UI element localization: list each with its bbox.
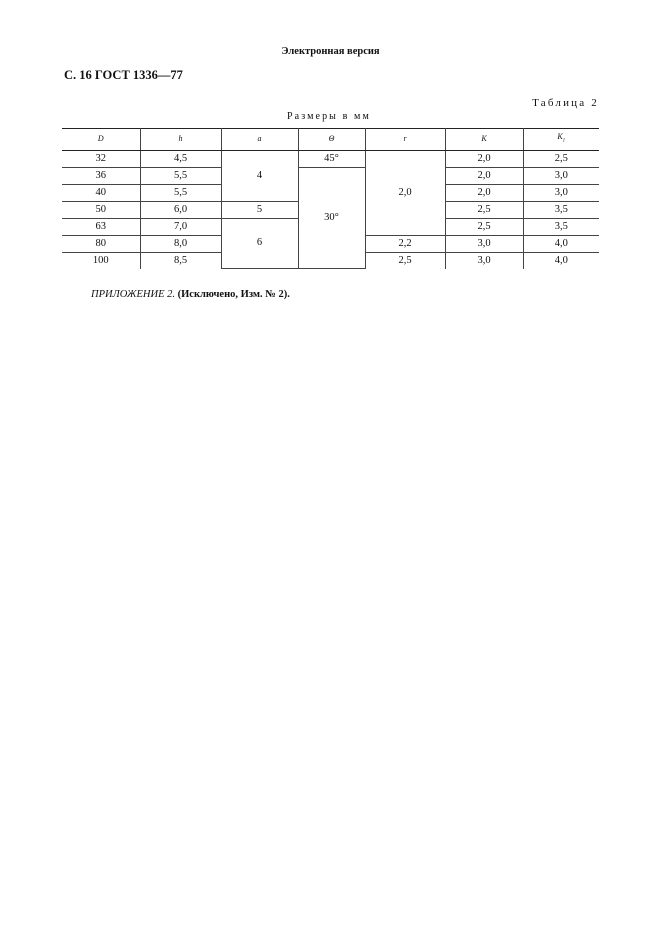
- cell-r: 2,5: [365, 252, 445, 269]
- header-K1: $K_1$: [523, 129, 599, 151]
- cell-K1: 3,0: [523, 184, 599, 201]
- cell-r: 2,2: [365, 235, 445, 252]
- cell-h: 5,5: [140, 167, 221, 184]
- table-number: Таблица 2: [532, 97, 599, 109]
- header-h: h: [140, 129, 221, 151]
- cell-D: 40: [62, 184, 140, 201]
- cell-D: 63: [62, 218, 140, 235]
- header-a: a: [221, 129, 298, 151]
- cell-K1: 3,5: [523, 218, 599, 235]
- table-header-row: [62, 129, 599, 151]
- units-note: Размеры в мм: [287, 111, 371, 122]
- cell-h: 8,5: [140, 252, 221, 269]
- cell-D: 32: [62, 150, 140, 167]
- appendix-note: [91, 289, 290, 300]
- page-header: С. 16 ГОСТ 1336—77: [64, 68, 183, 82]
- cell-K: 3,0: [445, 235, 523, 252]
- cell-r: 2,0: [365, 150, 445, 235]
- header-theta: Θ: [298, 129, 365, 151]
- cell-h: 8,0: [140, 235, 221, 252]
- cell-D: 80: [62, 235, 140, 252]
- cell-K1: 4,0: [523, 235, 599, 252]
- cell-a: 5: [221, 201, 298, 218]
- appendix-status: (Исключено, Изм. № 2).: [177, 289, 290, 300]
- cell-h: 4,5: [140, 150, 221, 167]
- appendix-title: ПРИЛОЖЕНИЕ 2.: [91, 289, 175, 300]
- table-row: [62, 167, 599, 184]
- cell-h: 5,5: [140, 184, 221, 201]
- cell-K1: 3,5: [523, 201, 599, 218]
- cell-a: 6: [221, 218, 298, 269]
- cell-K: 2,5: [445, 201, 523, 218]
- cell-theta: 45°: [298, 150, 365, 167]
- cell-K: 2,0: [445, 150, 523, 167]
- watermark-heading: Электронная версия: [281, 46, 380, 57]
- cell-h: 6,0: [140, 201, 221, 218]
- cell-a: 4: [221, 150, 298, 201]
- cell-h: 7,0: [140, 218, 221, 235]
- cell-K: 3,0: [445, 252, 523, 269]
- dimensions-table: [62, 128, 599, 269]
- cell-K: 2,0: [445, 167, 523, 184]
- cell-K1: 4,0: [523, 252, 599, 269]
- cell-K: 2,5: [445, 218, 523, 235]
- header-K: K: [445, 129, 523, 151]
- cell-D: 50: [62, 201, 140, 218]
- cell-K: 2,0: [445, 184, 523, 201]
- header-r: r: [365, 129, 445, 151]
- cell-theta: 30°: [298, 167, 365, 269]
- table-row: [62, 150, 599, 167]
- header-D: D: [62, 129, 140, 151]
- cell-D: 100: [62, 252, 140, 269]
- cell-K1: 2,5: [523, 150, 599, 167]
- cell-K1: 3,0: [523, 167, 599, 184]
- cell-D: 36: [62, 167, 140, 184]
